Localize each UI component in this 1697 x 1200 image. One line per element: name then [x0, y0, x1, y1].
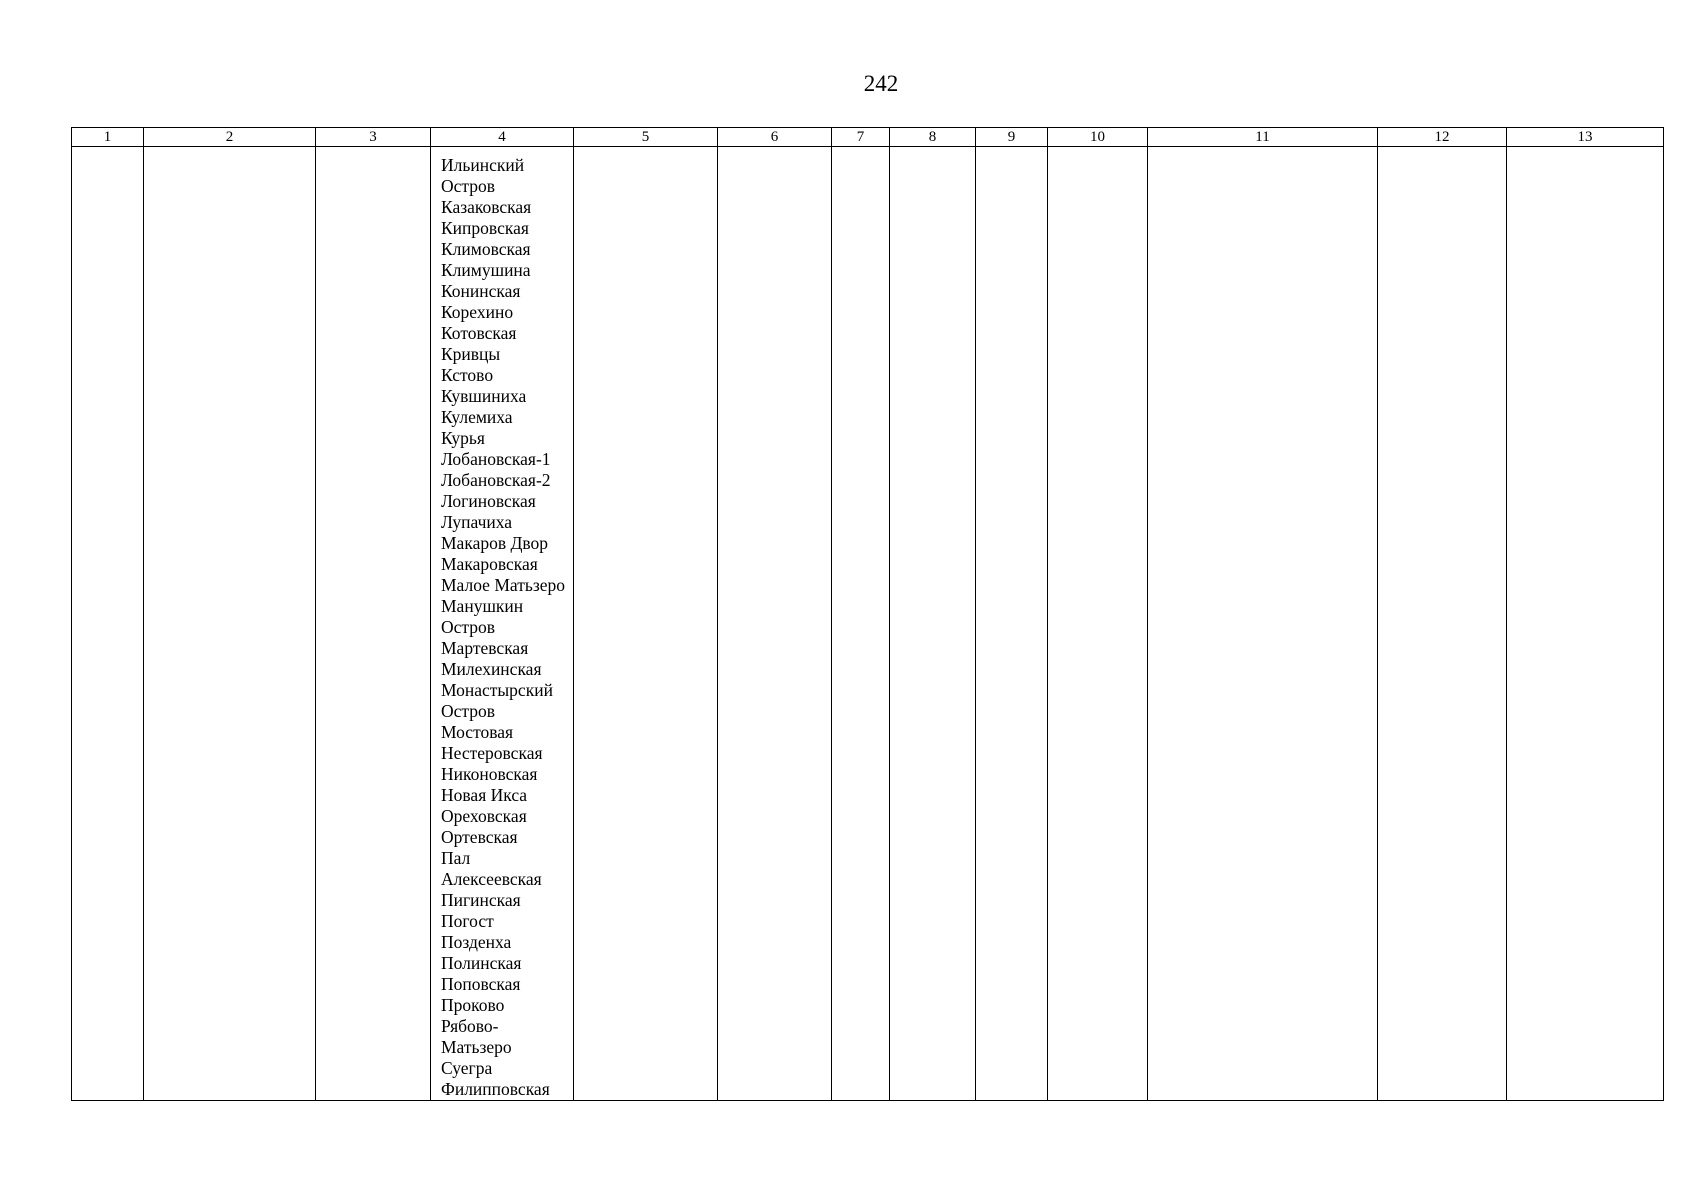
- settlement-name-line: Остров: [441, 176, 496, 196]
- table-cell-col-1: [72, 147, 144, 1101]
- table-cell-col-11: [1148, 147, 1378, 1101]
- settlement-name-line: Корехино: [441, 302, 514, 322]
- settlement-name-line: Казаковская: [441, 197, 532, 217]
- table-cell-col-12: [1378, 147, 1507, 1101]
- column-number-row: [72, 128, 1664, 147]
- settlement-name-line: Кстово: [441, 365, 494, 385]
- settlement-name-line: Климовская: [441, 239, 531, 259]
- table-cell-col-10: [1048, 147, 1148, 1101]
- settlement-name-line: Мартевская: [441, 638, 529, 658]
- column-header-12: 12: [1378, 128, 1507, 147]
- column-header-10: 10: [1048, 128, 1148, 147]
- table-row: [72, 147, 1664, 1101]
- column-header-3: 3: [316, 128, 431, 147]
- table-cell-col-9: [976, 147, 1048, 1101]
- column-header-5: 5: [574, 128, 718, 147]
- table-cell-col-7: [832, 147, 890, 1101]
- settlement-name-line: Логиновская: [441, 491, 536, 511]
- settlement-name-line: Лобановская-2: [441, 470, 551, 490]
- settlement-name-line: Пигинская: [441, 890, 521, 910]
- column-header-11: 11: [1148, 128, 1378, 147]
- column-header-4: 4: [431, 128, 574, 147]
- settlement-name-line: Ореховская: [441, 806, 527, 826]
- table-cell-col-13: [1507, 147, 1664, 1101]
- settlement-name-line: Никоновская: [441, 764, 538, 784]
- column-header-2: 2: [144, 128, 316, 147]
- settlement-name-line: Манушкин: [441, 596, 524, 616]
- settlement-name-line: Поповская: [441, 974, 521, 994]
- settlement-name-line: Филипповская: [441, 1079, 550, 1099]
- settlement-list: [431, 147, 573, 1100]
- settlement-name-line: Ортевская: [441, 827, 518, 847]
- settlement-name-line: Нестеровская: [441, 743, 543, 763]
- settlement-name-line: Позденха: [441, 932, 512, 952]
- settlement-name-line: Кувшиниха: [441, 386, 527, 406]
- column-header-13: 13: [1507, 128, 1664, 147]
- column-header-6: 6: [718, 128, 832, 147]
- settlement-name-line: Лобановская-1: [441, 449, 551, 469]
- column-header-7: 7: [832, 128, 890, 147]
- settlement-name-line: Макаровская: [441, 554, 538, 574]
- settlement-name-line: Остров: [441, 701, 496, 721]
- column-header-9: 9: [976, 128, 1048, 147]
- table-cell-col-2: [144, 147, 316, 1101]
- settlement-name-line: Матьзеро: [441, 1037, 512, 1057]
- settlement-name-line: Монастырский: [441, 680, 553, 700]
- settlement-name-line: Климушина: [441, 260, 531, 280]
- table-cell-col-5: [574, 147, 718, 1101]
- settlement-name-line: Макаров Двор: [441, 533, 549, 553]
- column-header-1: 1: [72, 128, 144, 147]
- settlement-name-line: Кулемиха: [441, 407, 513, 427]
- table-cell-col-6: [718, 147, 832, 1101]
- settlement-name-line: Новая Икса: [441, 785, 528, 805]
- settlement-name-line: Полинская: [441, 953, 522, 973]
- column-header-8: 8: [890, 128, 976, 147]
- settlement-name-line: Ильинский: [441, 155, 525, 175]
- data-table: [71, 127, 1664, 1101]
- table-cell-col-4: [431, 147, 574, 1101]
- page-number: 242: [863, 71, 899, 96]
- settlement-name-line: Остров: [441, 617, 496, 637]
- settlement-name-line: Рябово-: [441, 1016, 499, 1036]
- table-cell-col-8: [890, 147, 976, 1101]
- settlement-name-line: Конинская: [441, 281, 521, 301]
- settlement-name-line: Суегра: [441, 1058, 493, 1078]
- settlement-name-line: Мостовая: [441, 722, 514, 742]
- settlement-name-line: Малое Матьзеро: [441, 575, 566, 595]
- settlement-name-line: Кривцы: [441, 344, 501, 364]
- settlement-name-line: Алексеевская: [441, 869, 542, 889]
- table-cell-col-3: [316, 147, 431, 1101]
- settlement-name-line: Лупачиха: [441, 512, 513, 532]
- settlement-name-line: Погост: [441, 911, 494, 931]
- settlement-name-line: Кипровская: [441, 218, 529, 238]
- settlement-name-line: Котовская: [441, 323, 517, 343]
- settlement-name-line: Проково: [441, 995, 505, 1015]
- settlement-name-line: Милехинская: [441, 659, 542, 679]
- settlement-name-line: Курья: [441, 428, 485, 448]
- settlement-name-line: Пал: [441, 848, 471, 868]
